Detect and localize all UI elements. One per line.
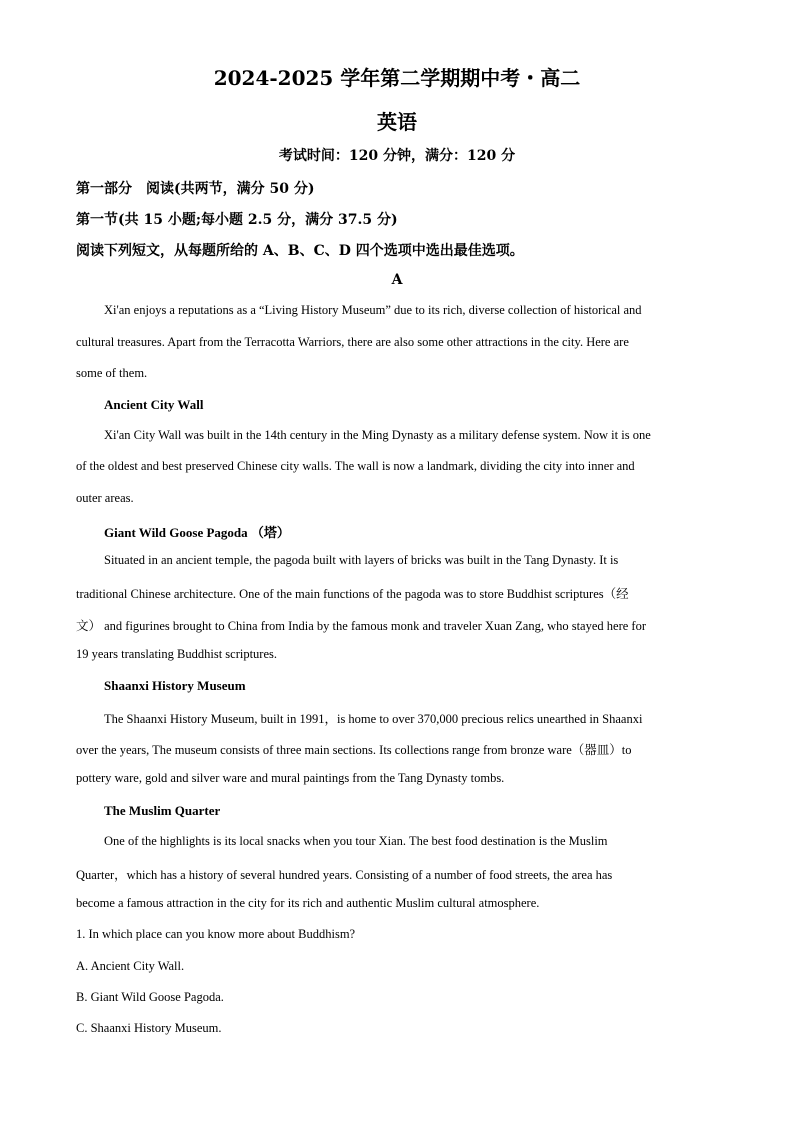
paragraph-line: over the years, The museum consists of three main sections. Its collections range from bronze ware（器皿）to [76, 743, 632, 757]
paragraph-line: of the oldest and best preserved Chinese city walls. The wall is now a landmark, dividing the city into inner and [76, 459, 635, 473]
section-subheading: Shaanxi History Museum [104, 678, 246, 693]
section-subheading: Giant Wild Goose Pagoda （塔） [104, 525, 290, 540]
paragraph-line: some of them. [76, 366, 148, 380]
section-subheading: Ancient City Wall [104, 397, 204, 412]
subject-title: 英语 [377, 110, 417, 134]
part-heading: 第一部分 阅读(共两节，满分 50 分) [76, 181, 315, 197]
answer-option: A. Ancient City Wall. [76, 959, 185, 973]
answer-option: B. Giant Wild Goose Pagoda. [76, 990, 224, 1004]
section-heading: 第一节(共 15 小题;每小题 2.5 分，满分 37.5 分) [76, 212, 398, 228]
paragraph-line: The Shaanxi History Museum, built in 1991，is home to over 370,000 precious relics unearthed in Shaanxi [104, 712, 643, 726]
exam-info: 考试时间：120 分钟，满分：120 分 [278, 148, 516, 164]
paragraph-line: become a famous attraction in the city for its rich and authentic Muslim cultural atmosphere. [76, 896, 540, 910]
passage-label: A [391, 272, 403, 288]
paragraph-line: One of the highlights is its local snacks when you tour Xian. The best food destination is the Muslim [104, 834, 608, 848]
paragraph-line: traditional Chinese architecture. One of the main functions of the pagoda was to store Buddhist scriptures（经 [76, 587, 629, 601]
question-stem: 1. In which place can you know more about Buddhism? [76, 927, 356, 941]
exam-title: 2024-2025 学年第二学期期中考・高二 [213, 66, 581, 90]
answer-option: C. Shaanxi History Museum. [76, 1021, 222, 1035]
paragraph-line: Xi'an enjoys a reputations as a “Living History Museum” due to its rich, diverse collection of historical and [104, 303, 642, 317]
section-subheading: The Muslim Quarter [104, 803, 221, 818]
directions: 阅读下列短文，从每题所给的 A、B、C、D 四个选项中选出最佳选项。 [76, 243, 524, 259]
paragraph-line: pottery ware, gold and silver ware and mural paintings from the Tang Dynasty tombs. [76, 771, 505, 785]
paragraph-line: outer areas. [76, 491, 134, 505]
paragraph-line: cultural treasures. Apart from the Terracotta Warriors, there are also some other attractions in the city. Here are [76, 335, 629, 349]
paragraph-line: 文） and figurines brought to China from India by the famous monk and traveler Xuan Zang, who stayed here for [76, 619, 646, 633]
paragraph-line: Situated in an ancient temple, the pagoda built with layers of bricks was built in the Tang Dynasty. It is [104, 553, 619, 567]
paragraph-line: 19 years translating Buddhist scriptures. [76, 647, 278, 661]
paragraph-line: Quarter，which has a history of several hundred years. Consisting of a number of food streets, the area has [76, 868, 613, 882]
paragraph-line: Xi'an City Wall was built in the 14th century in the Ming Dynasty as a military defense system. Now it is one [104, 428, 651, 442]
